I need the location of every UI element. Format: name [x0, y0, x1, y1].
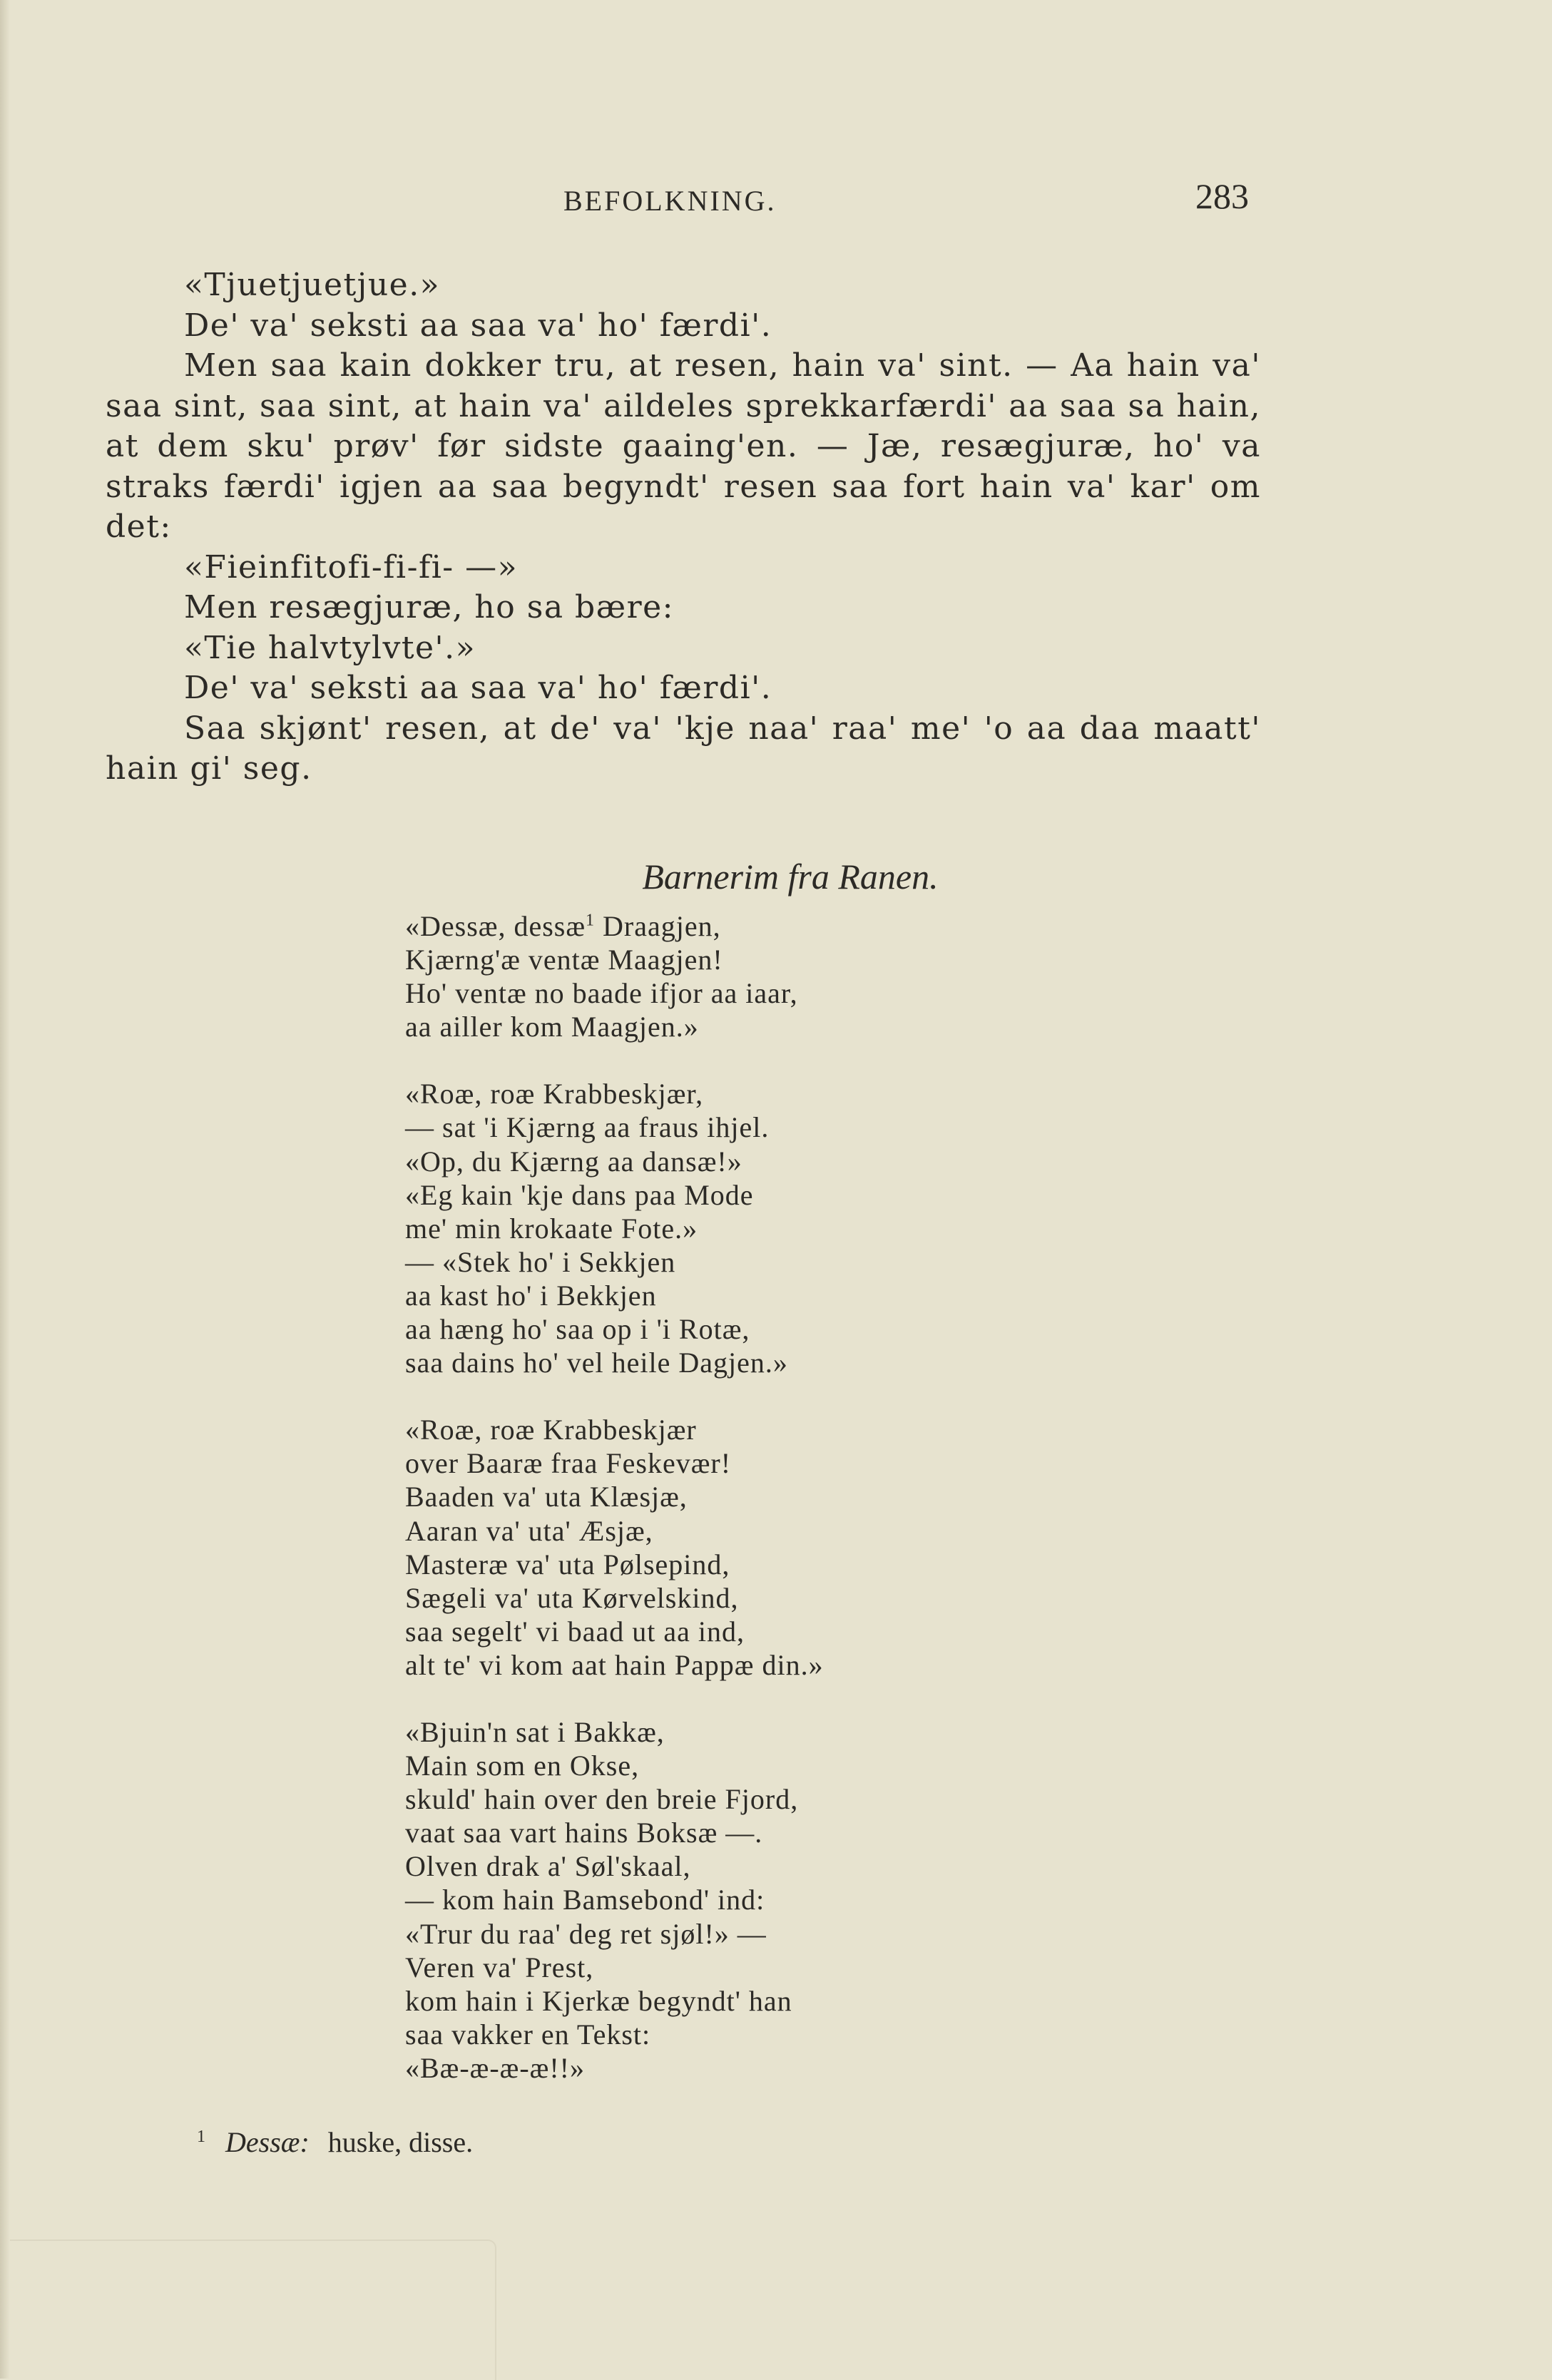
- verse-line: kom hain i Kjerkæ begyndt' han: [405, 1984, 792, 2017]
- paragraph: Men saa kain dokker tru, at resen, hain va' sint. — Aa hain va' saa sint, saa sint, at hain va' aildeles sprekkarfærdi' aa saa sa hain, at dem sku' prøv' før sidste gaaing'en. — Jæ, resægjuræ, ho' va straks færdi' igjen aa saa begyndt' resen saa fort hain va' kar' om det:: [106, 347, 1261, 545]
- verse-line: Main som en Okse,: [405, 1750, 640, 1782]
- verse-line: «Eg kain 'kje dans paa Mode: [405, 1178, 754, 1211]
- prose-text: [106, 265, 1261, 790]
- verse-text: «Dessæ, dessæ: [405, 910, 586, 942]
- verse-line: «Bjuin'n sat i Bakkæ,: [405, 1715, 665, 1748]
- verse-line: Ho' ventæ no baade ifjor aa iaar,: [405, 977, 798, 1010]
- running-title: BEFOLKNING.: [563, 185, 777, 217]
- verse-line: Baaden va' uta Klæsjæ,: [405, 1481, 688, 1513]
- verse-line: skuld' hain over den breie Fjord,: [405, 1783, 799, 1816]
- verse-line: [405, 909, 1332, 943]
- footnote: [197, 2125, 473, 2159]
- footnote-term: Dessæ:: [225, 2126, 310, 2158]
- page-corner-shadow: [10, 2239, 496, 2380]
- footnote-marker: 1: [586, 911, 596, 930]
- poem: [405, 909, 1332, 2118]
- verse-line: Masteræ va' uta Pølsepind,: [405, 1548, 730, 1580]
- footnote-number: 1: [197, 2127, 205, 2146]
- stanza-2: [405, 1077, 1332, 1379]
- page-header: [0, 171, 1552, 221]
- verse-line: «Trur du raa' deg ret sjøl!» —: [405, 1917, 767, 1950]
- verse-line: «Roæ, roæ Krabbeskjær,: [405, 1078, 704, 1110]
- verse-line: saa vakker en Tekst:: [405, 2018, 651, 2050]
- verse-line: «Bæ-æ-æ-æ!!»: [405, 2051, 585, 2084]
- verse-line: — sat 'i Kjærng aa fraus ihjel.: [405, 1111, 770, 1144]
- paragraph: «Tjuetjuetjue.»: [184, 267, 441, 303]
- paragraph: De' va' seksti aa saa va' ho' færdi'.: [184, 307, 772, 344]
- footnote-text: huske, disse.: [327, 2126, 474, 2158]
- verse-line: me' min krokaate Fote.»: [405, 1212, 698, 1245]
- stanza-1: [405, 909, 1332, 1043]
- verse-line: Aaran va' uta' Æsjæ,: [405, 1514, 653, 1547]
- verse-line: — «Stek ho' i Sekkjen: [405, 1245, 676, 1278]
- verse-text: Draagjen,: [595, 910, 721, 942]
- verse-line: — kom hain Bamsebond' ind:: [405, 1884, 765, 1916]
- verse-line: aa kast ho' i Bekkjen: [405, 1279, 657, 1312]
- verse-line: saa dains ho' vel heile Dagjen.»: [405, 1347, 788, 1379]
- paragraph: Saa skjønt' resen, at de' va' 'kje naa' raa' me' 'o aa daa maatt' hain gi' seg.: [106, 710, 1261, 787]
- verse-line: over Baaræ fraa Feskevær!: [405, 1447, 732, 1480]
- verse-line: «Roæ, roæ Krabbeskjær: [405, 1414, 697, 1446]
- verse-line: saa segelt' vi baad ut aa ind,: [405, 1615, 745, 1648]
- verse-line: Kjærng'æ ventæ Maagjen!: [405, 944, 723, 976]
- paragraph: De' va' seksti aa saa va' ho' færdi'.: [184, 670, 772, 706]
- verse-line: alt te' vi kom aat hain Pappæ din.»: [405, 1648, 824, 1681]
- poem-title: Barnerim fra Ranen.: [642, 857, 939, 897]
- verse-line: «Op, du Kjærng aa dansæ!»: [405, 1145, 742, 1178]
- stanza-3: [405, 1413, 1332, 1682]
- stanza-4: [405, 1715, 1332, 2085]
- paragraph: «Fieinfitofi-fi-fi- —»: [184, 548, 519, 586]
- paragraph: «Tie halvtylvte'.»: [184, 629, 476, 666]
- page-edge: [0, 0, 10, 2379]
- verse-line: Sægeli va' uta Kørvelskind,: [405, 1581, 739, 1614]
- page-number: 283: [1195, 176, 1249, 216]
- paragraph: Men resægjuræ, ho sa bære:: [184, 589, 674, 625]
- verse-line: Veren va' Prest,: [405, 1951, 594, 1983]
- verse-line: aa ailler kom Maagjen.»: [405, 1011, 699, 1043]
- verse-line: vaat saa vart hains Boksæ —.: [405, 1817, 763, 1849]
- verse-line: aa hæng ho' saa op i 'i Rotæ,: [405, 1313, 750, 1346]
- verse-line: Olven drak a' Søl'skaal,: [405, 1850, 691, 1883]
